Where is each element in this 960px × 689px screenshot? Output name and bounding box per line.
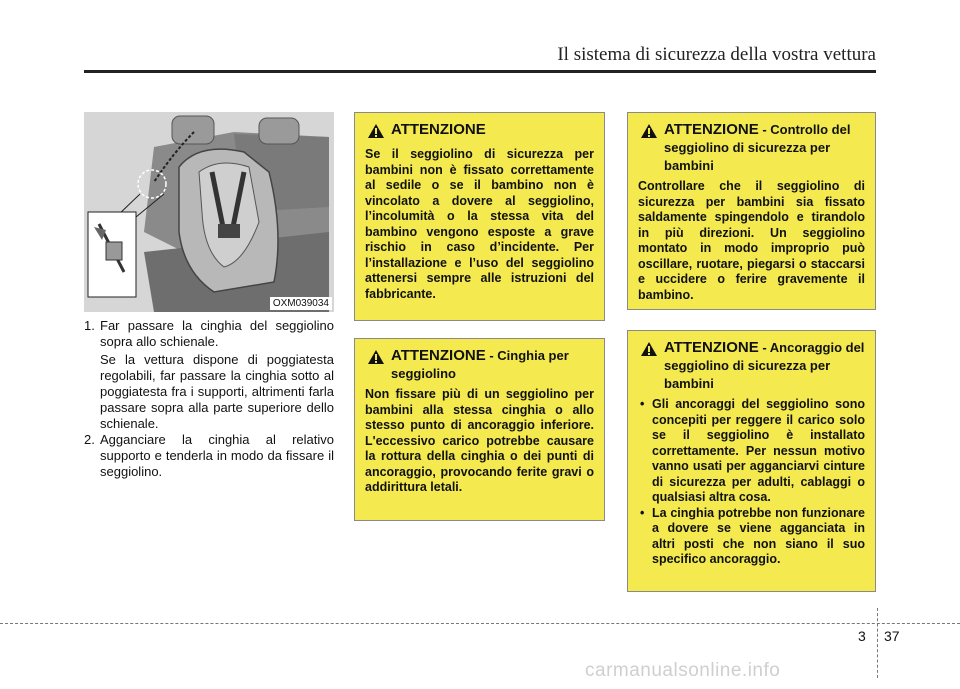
figure-code: OXM039034: [270, 297, 332, 310]
warning-box-anchorage: [627, 330, 876, 592]
warning-bullet: • Gli ancoraggi del seggiolino sono concepiti per reggere il carico solo se il seggiolino è installato correttamente. Per nessun motivo vanno usati per agganciarvi cinture di sicurezza per adulti, cablaggi o qualsiasi altra cosa.: [638, 397, 865, 506]
warning-header: [638, 121, 865, 175]
warning-text: Non fissare più di un seggiolino per bambini alla stessa cinghia o allo stesso punto di ancoraggio inferiore. L'eccessivo carico potrebbe causare la rottura della cinghia o dei punti di ancoraggio, provocando ferite gravi o addirittura letali.: [365, 387, 594, 494]
warning-text: Controllare che il seggiolino di sicurezza per bambini sia fissato saldamente spingendolo e tirandolo in più direzioni. Un seggiolino montato in modo improprio può oscillare, ruotare, piegarsi o staccarsi e uccidere o ferire gravemente il bambino.: [638, 179, 865, 302]
step-1: [84, 318, 334, 432]
warning-title: ATTENZIONE: [391, 347, 486, 364]
warning-title: ATTENZIONE: [664, 339, 759, 356]
warning-box-seat-check: [627, 112, 876, 310]
warning-title: ATTENZIONE: [664, 121, 759, 138]
installation-steps: [84, 318, 334, 480]
step-number: 2.: [84, 432, 95, 447]
step-number: 1.: [84, 318, 95, 333]
warning-bullet-list: [638, 397, 865, 568]
warning-subtitle: - Cinghia per seggiolino: [391, 348, 569, 381]
step-2: [84, 432, 334, 480]
watermark: carmanualsonline.info: [585, 660, 781, 681]
step-text: Se la vettura dispone di poggiatesta regolabili, far passare la cinghia sotto al poggiatesta fra i supporti, altrimenti farla passare sopra alla parte superiore dello schienale.: [100, 352, 334, 431]
warning-text: Se il seggiolino di sicurezza per bambini non è fissato correttamente al sedile o se il bambino non è vincolato a dovere al seggiolino, l’incolumità o la stessa vita del bambino vengono esposte a grave rischio in caso d’incidente. Per l’installazione e l’uso del seggiolino attenersi sempre alle istruzioni del fabbricante.: [365, 147, 594, 301]
chapter-number: 3: [858, 628, 866, 644]
warning-box-tether-strap: [354, 338, 605, 521]
warning-header: [365, 347, 594, 383]
child-seat-drawing: [84, 112, 334, 312]
warning-title: ATTENZIONE: [391, 121, 486, 138]
page-number-separator: [877, 608, 878, 678]
warning-box-general: [354, 112, 605, 321]
warning-triangle-icon: [367, 123, 385, 144]
warning-subtitle: - Ancoraggio del seggiolino di sicurezza per bambini: [664, 340, 865, 391]
header-rule: [84, 70, 876, 73]
step-text: Agganciare la cinghia al relativo supporto e tenderla in modo da fissare il seggiolino.: [100, 432, 334, 479]
page-number: 37: [884, 628, 900, 644]
warning-triangle-icon: [640, 341, 658, 362]
warning-subtitle: - Controllo del seggiolino di sicurezza per bambini: [664, 122, 851, 173]
footer-rule: [0, 623, 960, 624]
warning-header: [365, 121, 594, 143]
running-header: Il sistema di sicurezza della vostra vettura: [557, 44, 876, 65]
warning-bullet: • La cinghia potrebbe non funzionare a dovere se viene agganciata in altri posti che non siano il suo specifico ancoraggio.: [638, 506, 865, 568]
child-seat-illustration: [84, 112, 334, 312]
warning-triangle-icon: [367, 349, 385, 370]
warning-triangle-icon: [640, 123, 658, 144]
warning-header: [638, 339, 865, 393]
step-text: Far passare la cinghia del seggiolino sopra allo schienale.: [100, 318, 334, 349]
